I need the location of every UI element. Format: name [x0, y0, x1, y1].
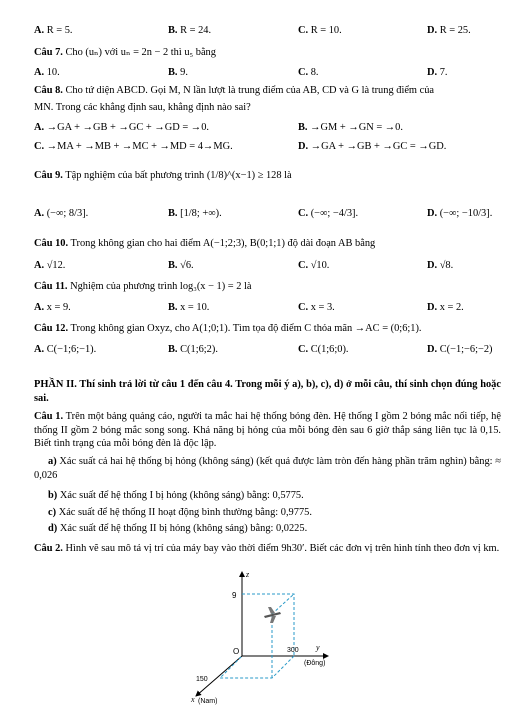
q12-option-c: C. C(1;6;0).: [298, 344, 349, 355]
q10-option-b: B. √6.: [168, 260, 194, 271]
q11-text: Nghiệm của phương trình log₃(x − 1) = 2 là: [70, 281, 252, 292]
q8-text: Cho tứ diện ABCD. Gọi M, N lần lượt là trung điểm của AB, CD và G là trung điểm của: [65, 85, 435, 96]
c1-d-text: Xác suất để hệ thống II bị hỏng (không sáng) bằng: 0,0225.: [59, 523, 308, 534]
q11-stem: [34, 281, 501, 292]
q11-label: Câu 11.: [34, 281, 68, 292]
origin-label: O: [233, 647, 240, 656]
q8-option-d: D. →GA + →GB + →GC = →GD.: [298, 141, 447, 152]
q7-option-c: C. 8.: [298, 67, 319, 78]
q6-option-b: B. R = 24.: [168, 25, 212, 36]
q12-option-a: A. C(−1;6;−1).: [34, 344, 97, 355]
q6-option-d: D. R = 25.: [427, 25, 471, 36]
guide-xy: [220, 656, 294, 678]
q7-stem: [34, 46, 501, 58]
x-value-label: 150: [196, 676, 208, 683]
q10-stem: [34, 238, 501, 249]
c1-item-b: [34, 490, 501, 501]
q12-label: Câu 12.: [34, 323, 69, 334]
c1-stem: [34, 410, 501, 451]
c1-a-label: a): [48, 456, 57, 467]
q12-option-b: B. C(1;6;2).: [168, 344, 218, 355]
c1-b-label: b): [48, 490, 58, 501]
c1-d-label: d): [48, 523, 58, 534]
c1-b-text: Xác suất để hệ thống I bị hỏng (không sáng) bằng: 0,5775.: [59, 490, 304, 501]
q7-option-a: A. 10.: [34, 67, 60, 78]
c1-label: Câu 1.: [34, 411, 64, 422]
part2-heading: PHẦN II. Thí sinh trả lời từ câu 1 đến câu 4. Trong mỗi ý a), b), c), d) ở mỗi câu, thí sinh chọn đúng hoặc sai.: [34, 379, 501, 404]
q8-option-c: C. →MA + →MB + →MC + →MD = 4→MG.: [34, 141, 233, 152]
c2-label: Câu 2.: [34, 543, 63, 554]
q10-option-d: D. √8.: [427, 260, 454, 271]
q7-text: Cho (uₙ) với uₙ = 2n − 2 thì u₅ bằng: [65, 47, 216, 58]
q11-option-a: A. x = 9.: [34, 302, 71, 313]
q12-text: Trong không gian Oxyz, cho A(1;0;1). Tìm tọa độ điểm C thỏa mãn →AC = (0;6;1).: [70, 323, 422, 334]
z-value-label: 9: [232, 591, 237, 600]
airplane-coordinate-diagram: [188, 568, 348, 708]
c1-item-a: [34, 455, 501, 482]
c1-text: Trên một bảng quảng cáo, người ta mắc hai hệ thống bóng đèn. Hệ thống I gồm 2 bóng mắc nối tiếp, hệ thống II gồm 2 bóng mắc song song. Khả năng bị hỏng của mỗi bóng đèn sau 6 giờ thắp sáng liên tục là 0,15. Biết tình trạng của mỗi bóng đèn là độc lập.: [34, 411, 501, 449]
y-value-label: 300: [287, 647, 299, 654]
c1-item-d: [34, 523, 501, 534]
q8-stem-2: MN. Trong các khẳng định sau, khẳng định nào sai?: [34, 102, 251, 113]
q7-label: Câu 7.: [34, 47, 63, 58]
q11-option-b: B. x = 10.: [168, 302, 210, 313]
c1-c-label: c): [48, 507, 57, 518]
c1-item-c: [34, 507, 501, 518]
q8-option-a: A. →GA + →GB + →GC + →GD = →0.: [34, 122, 209, 133]
q6-option-c: C. R = 10.: [298, 25, 342, 36]
q11-option-c: C. x = 3.: [298, 302, 335, 313]
q9-option-d: D. (−∞; −10/3].: [427, 208, 493, 219]
q8-option-b: B. →GM + →GN = →0.: [298, 122, 403, 133]
c2-text: Hình vẽ sau mô tả vị trí của máy bay vào thời điểm 9h30′. Biết các đơn vị trên hình tính theo đơn vị km.: [65, 543, 500, 554]
q7-option-b: B. 9.: [168, 67, 188, 78]
q11-option-d: D. x = 2.: [427, 302, 464, 313]
q10-option-a: A. √12.: [34, 260, 66, 271]
z-axis-label: z: [246, 570, 250, 579]
airplane-icon: [264, 607, 281, 623]
q10-text: Trong không gian cho hai điểm A(−1;2;3), B(0;1;1) độ dài đoạn AB bằng: [70, 238, 376, 249]
c1-c-text: Xác suất để hệ thống II hoạt động bình thường bằng: 0,9775.: [58, 507, 312, 518]
q12-stem: [34, 323, 501, 334]
x-direction-label: (Nam): [198, 698, 218, 705]
q12-option-d: D. C(−1;−6;−2): [427, 344, 493, 355]
q8-stem: [34, 85, 501, 96]
q9-label: Câu 9.: [34, 170, 63, 181]
q7-option-d: D. 7.: [427, 67, 448, 78]
y-direction-label: (Đông): [304, 660, 326, 667]
c2-stem: [34, 542, 501, 556]
y-axis-label: y: [316, 643, 320, 652]
q9-text: Tập nghiệm của bất phương trình (1/8)^(x−1) ≥ 128 là: [65, 170, 292, 181]
q9-stem: [34, 170, 501, 181]
q6-option-a: A. R = 5.: [34, 25, 73, 36]
q9-option-a: A. (−∞; 8/3].: [34, 208, 89, 219]
q10-option-c: C. √10.: [298, 260, 330, 271]
q9-option-c: C. (−∞; −4/3].: [298, 208, 359, 219]
q8-label: Câu 8.: [34, 85, 63, 96]
x-axis-label: x: [191, 695, 195, 704]
guide-top: [272, 594, 294, 614]
q10-label: Câu 10.: [34, 238, 69, 249]
q9-option-b: B. [1/8; +∞).: [168, 208, 222, 219]
c1-a-text: Xác suất cả hai hệ thống bị hỏng (không sáng) (kết quả được làm tròn đến hàng phần trăm nghìn) bằng: ≈ 0,026: [34, 456, 501, 481]
